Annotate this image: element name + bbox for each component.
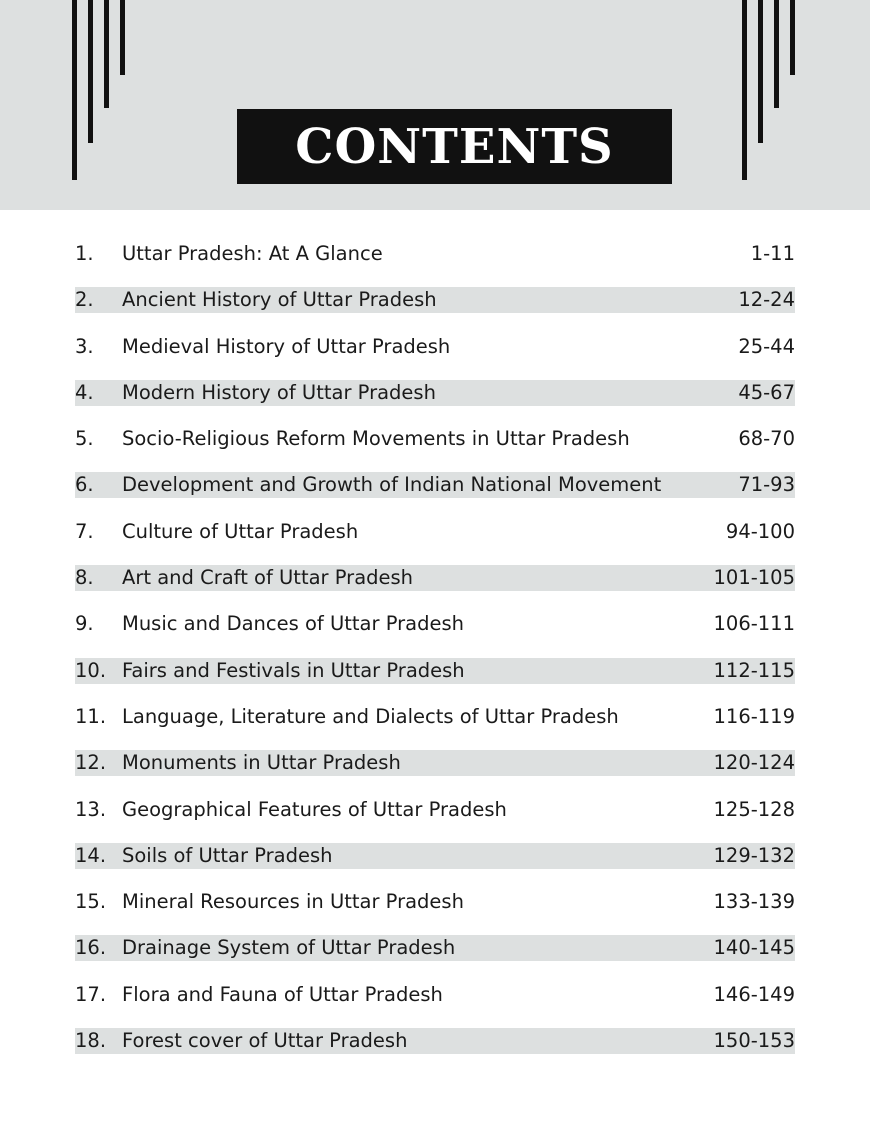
toc-pages: 12-24: [738, 288, 795, 312]
toc-number: 1.: [75, 242, 94, 265]
toc-row[interactable]: [75, 658, 795, 684]
toc-title: Art and Craft of Uttar Pradesh: [122, 566, 414, 590]
toc-pages: 125-128: [713, 797, 795, 821]
toc-row[interactable]: [75, 611, 795, 637]
toc-row[interactable]: [75, 889, 795, 915]
toc-title: Music and Dances of Uttar Pradesh: [122, 612, 464, 636]
toc-pages: 71-93: [738, 473, 795, 497]
toc-title: Drainage System of Uttar Pradesh: [122, 936, 456, 960]
decorative-line-right-1: [742, 0, 747, 180]
toc-pages: 116-119: [713, 704, 795, 728]
toc-pages: 25-44: [738, 334, 795, 358]
toc-pages: 146-149: [713, 982, 795, 1006]
decorative-line-left-1: [72, 0, 77, 180]
toc-row[interactable]: [75, 472, 795, 498]
toc-pages: 129-132: [713, 843, 795, 867]
decorative-line-left-3: [104, 0, 109, 108]
toc-number: 8.: [75, 566, 94, 590]
toc-row[interactable]: [75, 935, 795, 961]
toc-row[interactable]: [75, 565, 795, 591]
toc-number: 11.: [75, 704, 107, 728]
toc-pages: 106-111: [713, 612, 795, 636]
toc-row[interactable]: [75, 519, 795, 545]
toc-pages: 112-115: [713, 658, 795, 682]
toc-number: 13.: [75, 797, 107, 821]
toc-title: Fairs and Festivals in Uttar Pradesh: [122, 658, 465, 682]
toc-row[interactable]: [75, 334, 795, 360]
toc-title: Modern History of Uttar Pradesh: [122, 380, 436, 404]
toc-title: Socio-Religious Reform Movements in Uttar Pradesh: [122, 427, 630, 451]
toc-title: Medieval History of Uttar Pradesh: [122, 334, 451, 358]
toc-pages: 133-139: [713, 890, 795, 914]
toc-number: 3.: [75, 334, 94, 358]
toc-row[interactable]: [75, 241, 795, 267]
toc-pages: 45-67: [738, 380, 795, 404]
toc-row[interactable]: [75, 287, 795, 313]
toc-pages: 1-11: [750, 242, 795, 265]
toc-row[interactable]: [75, 380, 795, 406]
toc-title: Flora and Fauna of Uttar Pradesh: [122, 982, 443, 1006]
toc-row[interactable]: [75, 1028, 795, 1054]
toc-row[interactable]: [75, 426, 795, 452]
toc-title: Soils of Uttar Pradesh: [122, 843, 333, 867]
toc-title: Language, Literature and Dialects of Uttar Pradesh: [122, 704, 619, 728]
toc-title: Mineral Resources in Uttar Pradesh: [122, 890, 464, 914]
title-box: [237, 109, 672, 184]
toc-title: Uttar Pradesh: At A Glance: [122, 242, 383, 265]
toc-title: Geographical Features of Uttar Pradesh: [122, 797, 507, 821]
toc-pages: 101-105: [713, 566, 795, 590]
toc-number: 2.: [75, 288, 94, 312]
toc-row[interactable]: [75, 704, 795, 730]
table-of-contents: [75, 241, 795, 1074]
toc-number: 10.: [75, 658, 107, 682]
toc-pages: 68-70: [738, 427, 795, 451]
toc-row[interactable]: [75, 982, 795, 1008]
header-band: [0, 0, 870, 210]
toc-row[interactable]: [75, 750, 795, 776]
toc-title: Culture of Uttar Pradesh: [122, 519, 359, 543]
decorative-line-right-4: [790, 0, 795, 75]
toc-number: 6.: [75, 473, 94, 497]
toc-pages: 94-100: [725, 519, 795, 543]
toc-row[interactable]: [75, 797, 795, 823]
toc-number: 7.: [75, 519, 94, 543]
toc-number: 15.: [75, 890, 107, 914]
toc-number: 12.: [75, 751, 107, 775]
toc-number: 16.: [75, 936, 107, 960]
decorative-line-left-2: [88, 0, 93, 143]
toc-title: Monuments in Uttar Pradesh: [122, 751, 401, 775]
toc-number: 14.: [75, 843, 107, 867]
toc-number: 18.: [75, 1029, 107, 1053]
decorative-line-right-3: [774, 0, 779, 108]
toc-title: Forest cover of Uttar Pradesh: [122, 1029, 408, 1053]
toc-pages: 140-145: [713, 936, 795, 960]
toc-number: 5.: [75, 427, 94, 451]
toc-title: Development and Growth of Indian National Movement: [122, 473, 662, 497]
toc-pages: 150-153: [713, 1029, 795, 1053]
toc-row[interactable]: [75, 843, 795, 869]
toc-title: Ancient History of Uttar Pradesh: [122, 288, 437, 312]
toc-number: 4.: [75, 380, 94, 404]
page-title: CONTENTS: [295, 118, 614, 175]
decorative-line-right-2: [758, 0, 763, 143]
decorative-line-left-4: [120, 0, 125, 75]
toc-pages: 120-124: [713, 751, 795, 775]
toc-number: 17.: [75, 982, 107, 1006]
toc-number: 9.: [75, 612, 94, 636]
